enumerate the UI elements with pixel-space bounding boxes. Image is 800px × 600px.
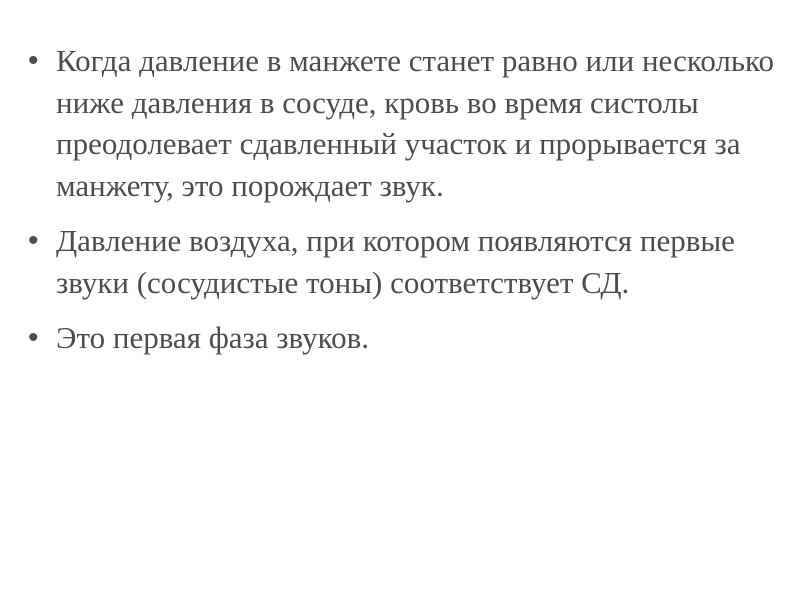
bullet-text: Давление воздуха, при котором появляются первые звуки (сосудистые тоны) соответствует СД. (56, 223, 735, 300)
bullet-dot-icon: • (28, 321, 39, 354)
bullet-item-3 (28, 317, 778, 359)
bullet-item-1 (28, 40, 778, 206)
bullet-text: Это первая фаза звуков. (56, 320, 369, 355)
bullet-list (28, 40, 778, 373)
bullet-item-2 (28, 220, 778, 303)
bullet-text: Когда давление в манжете станет равно или несколько ниже давления в сосуде, кровь во время систолы преодолевает сдавленный участок и прорывается за манжету, это порождает звук. (56, 43, 775, 203)
bullet-dot-icon: • (28, 44, 39, 77)
bullet-dot-icon: • (28, 224, 39, 257)
